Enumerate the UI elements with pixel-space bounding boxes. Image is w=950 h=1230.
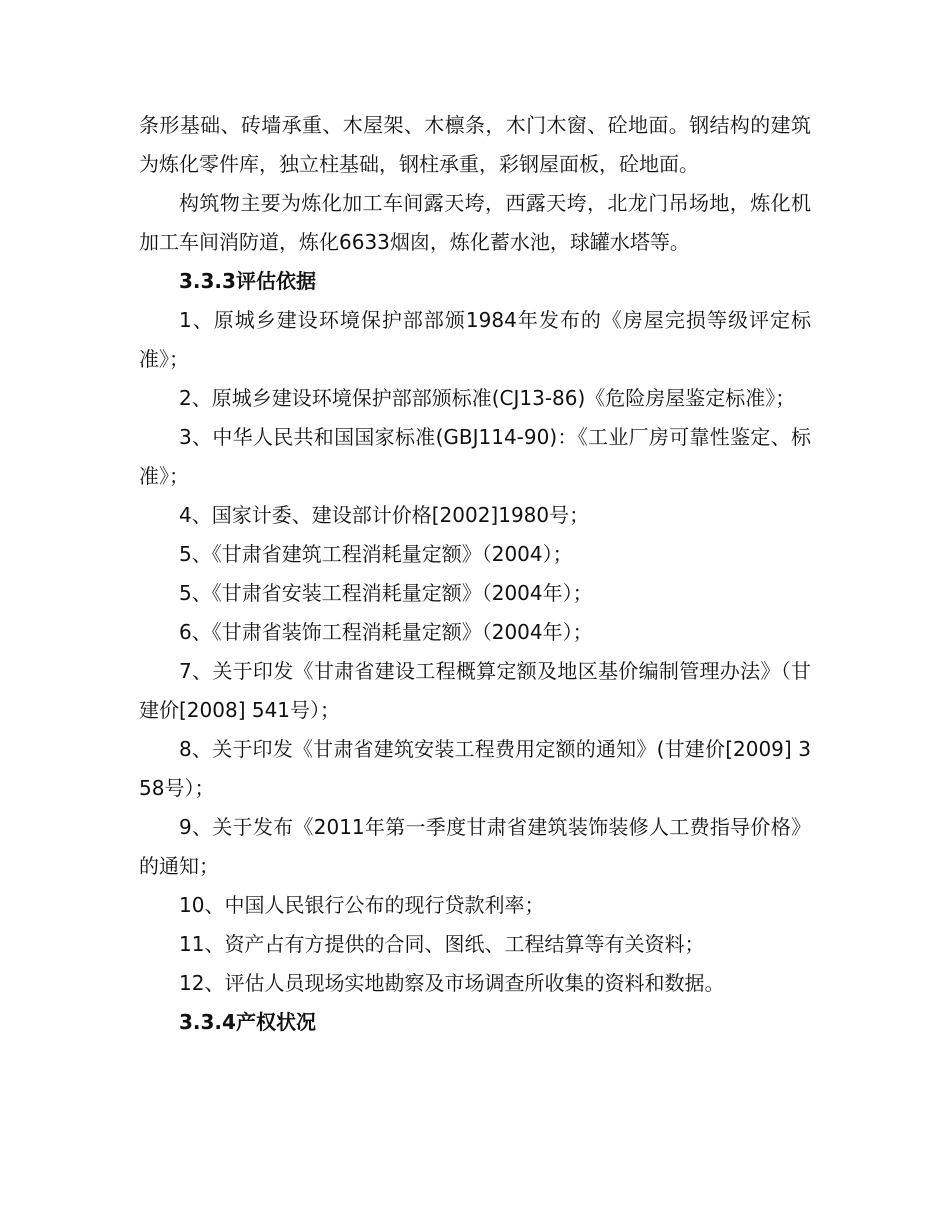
basis-item: 3、中华人民共和国国家标准(GBJ114-90)：《工业厂房可靠性鉴定、标准》； — [139, 425, 811, 488]
section-heading-3-3-4: 3.3.4产权状况 — [179, 1010, 316, 1034]
basis-item: 12、评估人员现场实地勘察及市场调查所收集的资料和数据。 — [179, 971, 725, 995]
basis-item: 1、原城乡建设环境保护部部颁1984年发布的《房屋完损等级评定标准》； — [139, 308, 811, 371]
paragraph-constructions: 构筑物主要为炼化加工车间露天垮，西露天垮，北龙门吊场地，炼化机加工车间消防道，炼化6633烟囱，炼化蓄水池，球罐水塔等。 — [139, 191, 811, 254]
section-heading-3-3-3: 3.3.3评估依据 — [179, 269, 316, 293]
document-body — [139, 106, 811, 1042]
basis-item: 11、资产占有方提供的合同、图纸、工程结算等有关资料； — [179, 932, 705, 956]
basis-item: 4、国家计委、建设部计价格[2002]1980号； — [179, 503, 590, 527]
basis-item: 2、原城乡建设环境保护部部颁标准(CJ13-86)《危险房屋鉴定标准》； — [179, 386, 796, 410]
basis-item: 5、《甘肃省建筑工程消耗量定额》（2004）； — [179, 542, 573, 566]
basis-item: 8、关于印发《甘肃省建筑安装工程费用定额的通知》(甘建价[2009] 358号）； — [139, 737, 811, 800]
basis-item: 7、关于印发《甘肃省建设工程概算定额及地区基价编制管理办法》（甘建价[2008] 541号）； — [139, 659, 811, 722]
basis-item: 10、中国人民银行公布的现行贷款利率； — [179, 893, 545, 917]
basis-item: 5、《甘肃省安装工程消耗量定额》（2004年）； — [179, 581, 593, 605]
basis-item: 9、关于发布《2011年第一季度甘肃省建筑装饰装修人工费指导价格》的通知； — [139, 815, 811, 878]
paragraph-structures: 条形基础、砖墙承重、木屋架、木檩条，木门木窗、砼地面。钢结构的建筑为炼化零件库，独立柱基础，钢柱承重，彩钢屋面板，砼地面。 — [139, 113, 811, 176]
basis-item: 6、《甘肃省装饰工程消耗量定额》（2004年）； — [179, 620, 593, 644]
